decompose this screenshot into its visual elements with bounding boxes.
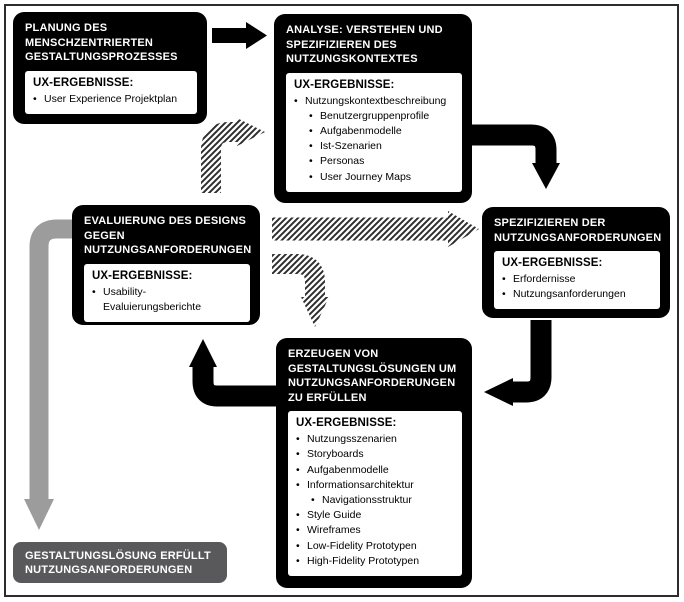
box-planung-title: PLANUNG DES MENSCHZENTRIERTEN GESTALTUNGSPROZESSES <box>25 22 178 64</box>
list-item <box>296 554 456 569</box>
arrow-iteration-evaluierung-to-erzeugen <box>272 264 329 327</box>
list-item-text: Navigationsstruktur <box>322 493 412 506</box>
box-evaluierung-results-panel <box>84 264 250 322</box>
box-erzeugen-title: ERZEUGEN VON GESTALTUNGSLÖSUNGEN UM NUTZUNGSANFORDERUNGEN ZU ERFÜLLEN <box>288 348 457 404</box>
arrow-erzeugen-to-evaluierung <box>189 339 277 396</box>
arrow-analyse-to-spezifizieren <box>472 135 560 189</box>
bullet-glyph: • <box>296 524 300 537</box>
bullet-glyph: • <box>502 288 506 301</box>
list-item-text: Nutzungskontextbeschreibung <box>305 94 447 107</box>
bullet-glyph: • <box>296 509 300 522</box>
list-item <box>296 447 456 462</box>
bullet-glyph: • <box>309 155 313 168</box>
bullet-glyph: • <box>296 448 300 461</box>
list-item <box>92 285 244 315</box>
bullet-glyph: • <box>296 433 300 446</box>
list-subitem <box>294 154 456 169</box>
box-spezifizieren <box>482 207 670 318</box>
list-item <box>296 508 456 523</box>
list-item-text: Aufgabenmodelle <box>320 124 402 137</box>
bullet-glyph: • <box>309 109 313 122</box>
list-item-text: Ist-Szenarien <box>320 140 382 153</box>
box-planung-results-panel <box>25 71 197 114</box>
list-item <box>33 92 191 107</box>
list-item-text: Low-Fidelity Prototypen <box>307 539 417 552</box>
box-analyse <box>274 14 472 203</box>
list-item-text: Erfordernisse <box>513 273 576 286</box>
box-spezifizieren-title: SPEZIFIZIEREN DER NUTZUNGSANFORDERUNGEN <box>494 217 662 244</box>
list-item <box>296 463 456 478</box>
list-item <box>294 94 456 109</box>
box-spezifizieren-results-panel <box>494 251 660 309</box>
bullet-glyph: • <box>311 493 315 506</box>
list-item-text: Wireframes <box>307 524 361 537</box>
bullet-glyph: • <box>309 124 313 137</box>
list-item-text: Storyboards <box>307 448 364 461</box>
arrow-planung-to-analyse <box>212 22 267 49</box>
list-item-text: User Journey Maps <box>320 170 412 183</box>
bullet-glyph: • <box>309 140 313 153</box>
results-label: UX-ERGEBNISSE: <box>502 257 603 270</box>
list-item <box>296 523 456 538</box>
box-ergebnis-title: GESTALTUNGSLÖSUNG ERFÜLLT NUTZUNGSANFORDERUNGEN <box>25 550 211 577</box>
list-item <box>502 272 654 287</box>
arrow-evaluierung-to-ergebnis <box>24 229 72 530</box>
list-subitem <box>294 170 456 185</box>
results-label: UX-ERGEBNISSE: <box>92 269 193 282</box>
list-subitem <box>296 493 456 508</box>
list-item-text: Benutzergruppenprofile <box>320 109 430 122</box>
list-item-text: High-Fidelity Prototypen <box>307 554 420 567</box>
bullet-glyph: • <box>294 94 298 107</box>
results-label: UX-ERGEBNISSE: <box>33 76 134 89</box>
bullet-glyph: • <box>309 170 313 183</box>
list-item-text: Style Guide <box>307 509 362 522</box>
box-planung <box>13 12 207 124</box>
bullet-glyph: • <box>33 92 37 105</box>
bullet-glyph: • <box>296 478 300 491</box>
list-item-text: Informationsarchitektur <box>307 478 414 491</box>
box-analyse-results-panel <box>286 73 462 192</box>
box-ergebnis <box>13 542 227 583</box>
list-item <box>502 287 654 302</box>
list-item <box>296 539 456 554</box>
arrow-spezifizieren-to-erzeugen <box>484 320 541 406</box>
list-item-text: Nutzungsanforderungen <box>513 288 626 301</box>
results-label: UX-ERGEBNISSE: <box>294 78 395 91</box>
list-item-text: Nutzungsszenarien <box>307 433 397 446</box>
arrow-iteration-evaluierung-to-spezifizieren <box>272 211 479 247</box>
results-label: UX-ERGEBNISSE: <box>296 417 397 430</box>
box-evaluierung <box>72 205 260 325</box>
list-item <box>296 432 456 447</box>
box-erzeugen <box>276 338 472 588</box>
bullet-glyph: • <box>296 554 300 567</box>
box-evaluierung-title: EVALUIERUNG DES DESIGNS GEGEN NUTZUNGSANFORDERUNGEN <box>84 215 252 257</box>
list-item-text: User Experience Projektplan <box>44 92 178 105</box>
list-item <box>296 478 456 493</box>
list-subitem <box>294 124 456 139</box>
list-subitem <box>294 109 456 124</box>
box-analyse-title: ANALYSE: VERSTEHEN UND SPEZIFIZIEREN DES NUTZUNGSKONTEXTES <box>286 24 443 66</box>
box-erzeugen-results-panel <box>288 411 462 576</box>
list-subitem <box>294 139 456 154</box>
arrow-iteration-evaluierung-to-analyse <box>211 118 265 193</box>
list-item-text: Aufgabenmodelle <box>307 463 389 476</box>
list-item-text: Personas <box>320 155 365 168</box>
bullet-glyph: • <box>92 285 96 298</box>
bullet-glyph: • <box>296 539 300 552</box>
bullet-glyph: • <box>502 273 506 286</box>
bullet-glyph: • <box>296 463 300 476</box>
list-item-text: Usability-Evaluierungsberichte <box>103 285 202 313</box>
